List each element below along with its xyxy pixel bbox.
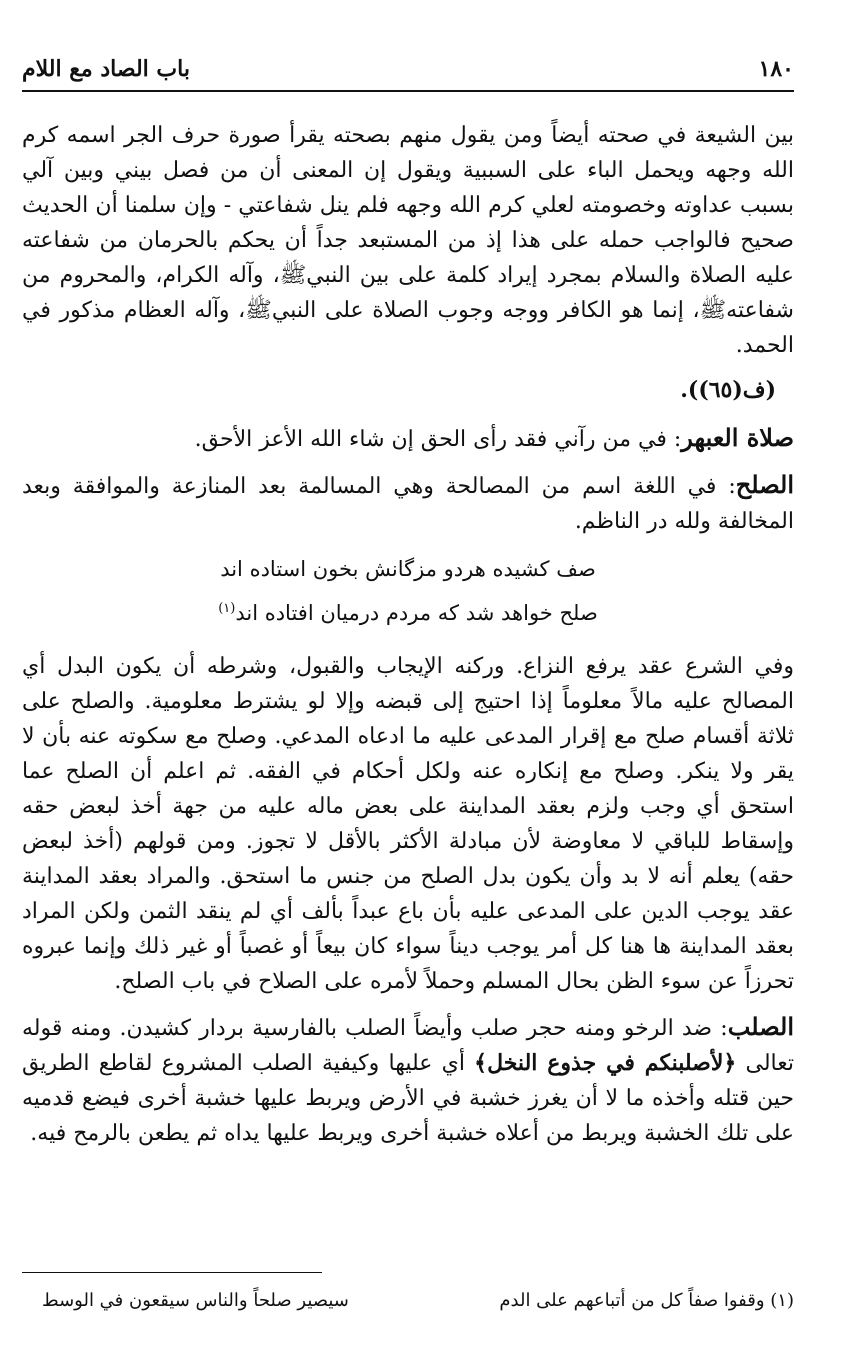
poem-line: صف كشيده هردو مزگانش بخون استاده اند	[220, 557, 596, 581]
entry-definition-cont: أي عليها وكيفية الصلب المشروع لقاطع الطريق حين قتله وأخذه ما لا أن يغرز خشبة في الأرض ويربط عليها خشبة أخرى فيضع قدميه على تلك الخشبة ويربط من أعلاه خشبة أخرى ويربط عليها يداه ثم يطعن بالرمح فيه.	[22, 1051, 794, 1146]
chapter-title: باب الصاد مع اللام	[22, 56, 190, 82]
entry-term: الصلب	[727, 1012, 794, 1041]
entry-definition: : في من رآني فقد رأى الحق إن شاء الله الأعز الأحق.	[194, 427, 682, 452]
paragraph-sulh-sharia: وفي الشرع عقد يرفع النزاع. وركنه الإيجاب والقبول، وشرطه أن يكون البدل أي المصالح عليه مالاً معلوماً إذا احتيج إلى قبضه وإلا لو يشترط معلومية. والصلح على ثلاثة أقسام صلح مع إقرار المدعى عليه ما ادعاه المدعي. وصلح مع سكوته عنه بأن لا يقر ولا ينكر. وصلح مع إنكاره عنه ولكل أحكام في الفقه. ثم اعلم أن الصلح عما استحق أي وجب ولزم بعقد المداينة على بعض ماله عليه من جهة أخذ لبعض حقه وإسقاط للباقي لا معاوضة لأن مبادلة الأكثر بالأقل لا تجوز. ومن قولهم (أخذ لبعض حقه) يعلم أنه لا بد وأن يكون بدل الصلح من جنس ما استحق. والمراد بعقد المداينة عقد يوجب الدين على المدعى عليه بأن باع عبداً بألف أي لم ينقد الثمن ولكن المراد بعقد المداينة ها هنا كل أمر يوجب ديناً سواء كان بيعاً أو غصباً أو غير ذلك وإنما عبروه تحرزاً عن سوء الظن بحال المسلم وحملاً لأمره على الصلاح في باب الصلح.	[22, 654, 794, 994]
page-number: ١٨٠	[758, 56, 794, 82]
page-body	[22, 118, 794, 1161]
footnote-line: (١) وقفوا صفاً كل من أتباعهم على الدم	[499, 1290, 794, 1311]
quran-verse: ﴿لأصلبنكم في جذوع النخل﴾	[474, 1050, 737, 1076]
entry-salat-al-abhar	[22, 420, 794, 457]
entry-al-sulh	[22, 467, 794, 539]
document-page	[22, 0, 794, 1368]
entry-definition: : في اللغة اسم من المصالحة وهي المسالمة بعد المنازعة والموافقة وبعد المخالفة ولله در الناظم.	[22, 474, 794, 534]
footnote-divider	[22, 1272, 322, 1273]
poem-line	[102, 589, 714, 633]
footnote-marker: (١)	[218, 601, 236, 616]
entry-term: الصلح	[735, 470, 794, 499]
footnote-line: سيصير صلحاً والناس سيقعون في الوسط	[42, 1290, 349, 1311]
page-header	[22, 50, 794, 92]
entry-definition: : ضد الرخو ومنه حجر صلب وأيضاً الصلب بالفارسية بردار كشيدن. ومنه قوله تعالى	[22, 1016, 794, 1076]
entry-al-salb	[22, 1009, 794, 1151]
persian-poem	[102, 549, 714, 633]
entry-term: صلاة العبهر	[681, 423, 794, 452]
reference-marker: (ف(٦٥)).	[680, 377, 776, 403]
poem-line-text: صلح خواهد شد كه مردم درميان افتاده اند	[235, 601, 598, 625]
paragraph-continuation: بين الشيعة في صحته أيضاً ومن يقول منهم بصحته يقرأ صورة حرف الجر اسمه كرم الله وجهه ويحمل الباء على السببية ويقول إن المعنى أن من فصل بيني وبين آلي بسبب عداوته وخصومته لعلي كرم الله وجهه فلم ينل شفاعتي - وإن سلمنا أن الحديث صحيح فالواجب حمله على هذا إذ من المستبعد جداً أن يحكم بالحرمان من شفاعته عليه الصلاة والسلام بمجرد إيراد كلمة على بين النبيﷺ، وآله الكرام، والمحروم من شفاعتهﷺ، إنما هو الكافر ووجه وجوب الصلاة على النبيﷺ، وآله العظام مذكور في الحمد.	[22, 123, 794, 358]
